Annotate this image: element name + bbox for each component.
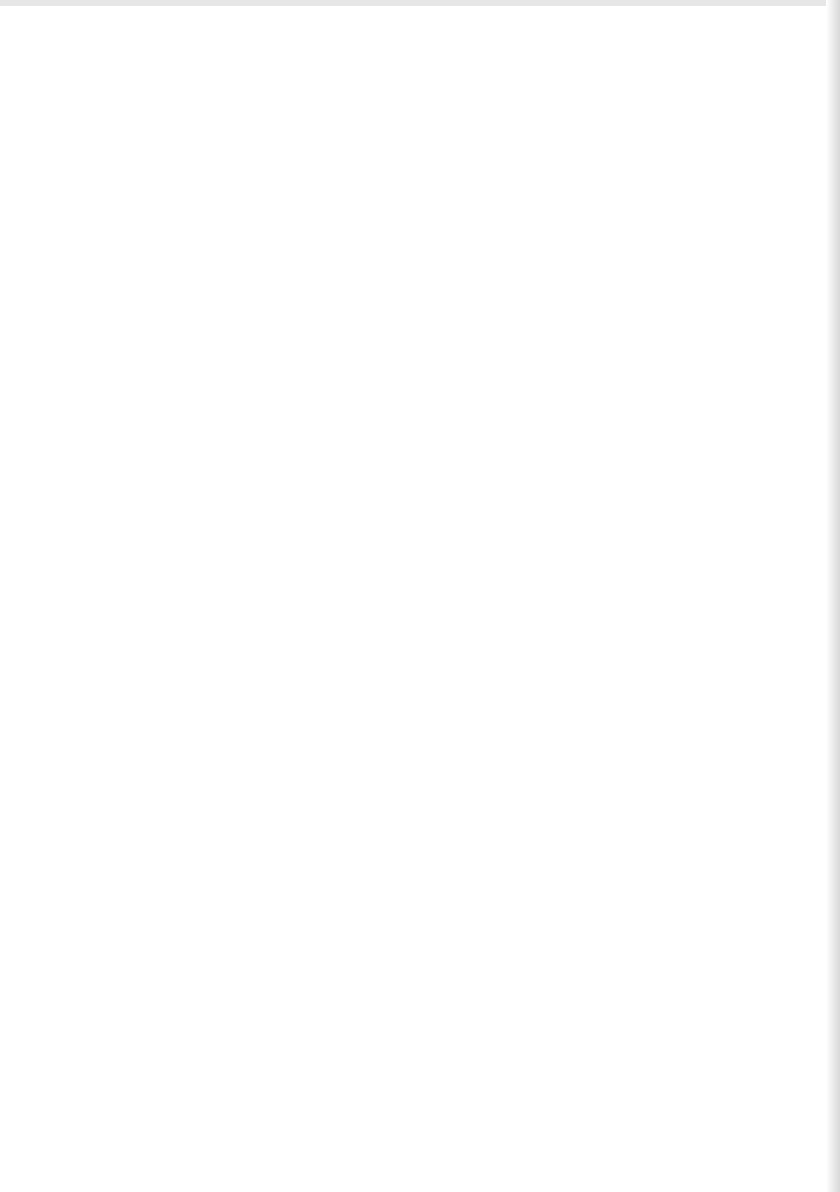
ski-angle-chart	[440, 700, 740, 880]
page-top-edge	[0, 0, 840, 6]
page-right-edge	[826, 0, 840, 1192]
